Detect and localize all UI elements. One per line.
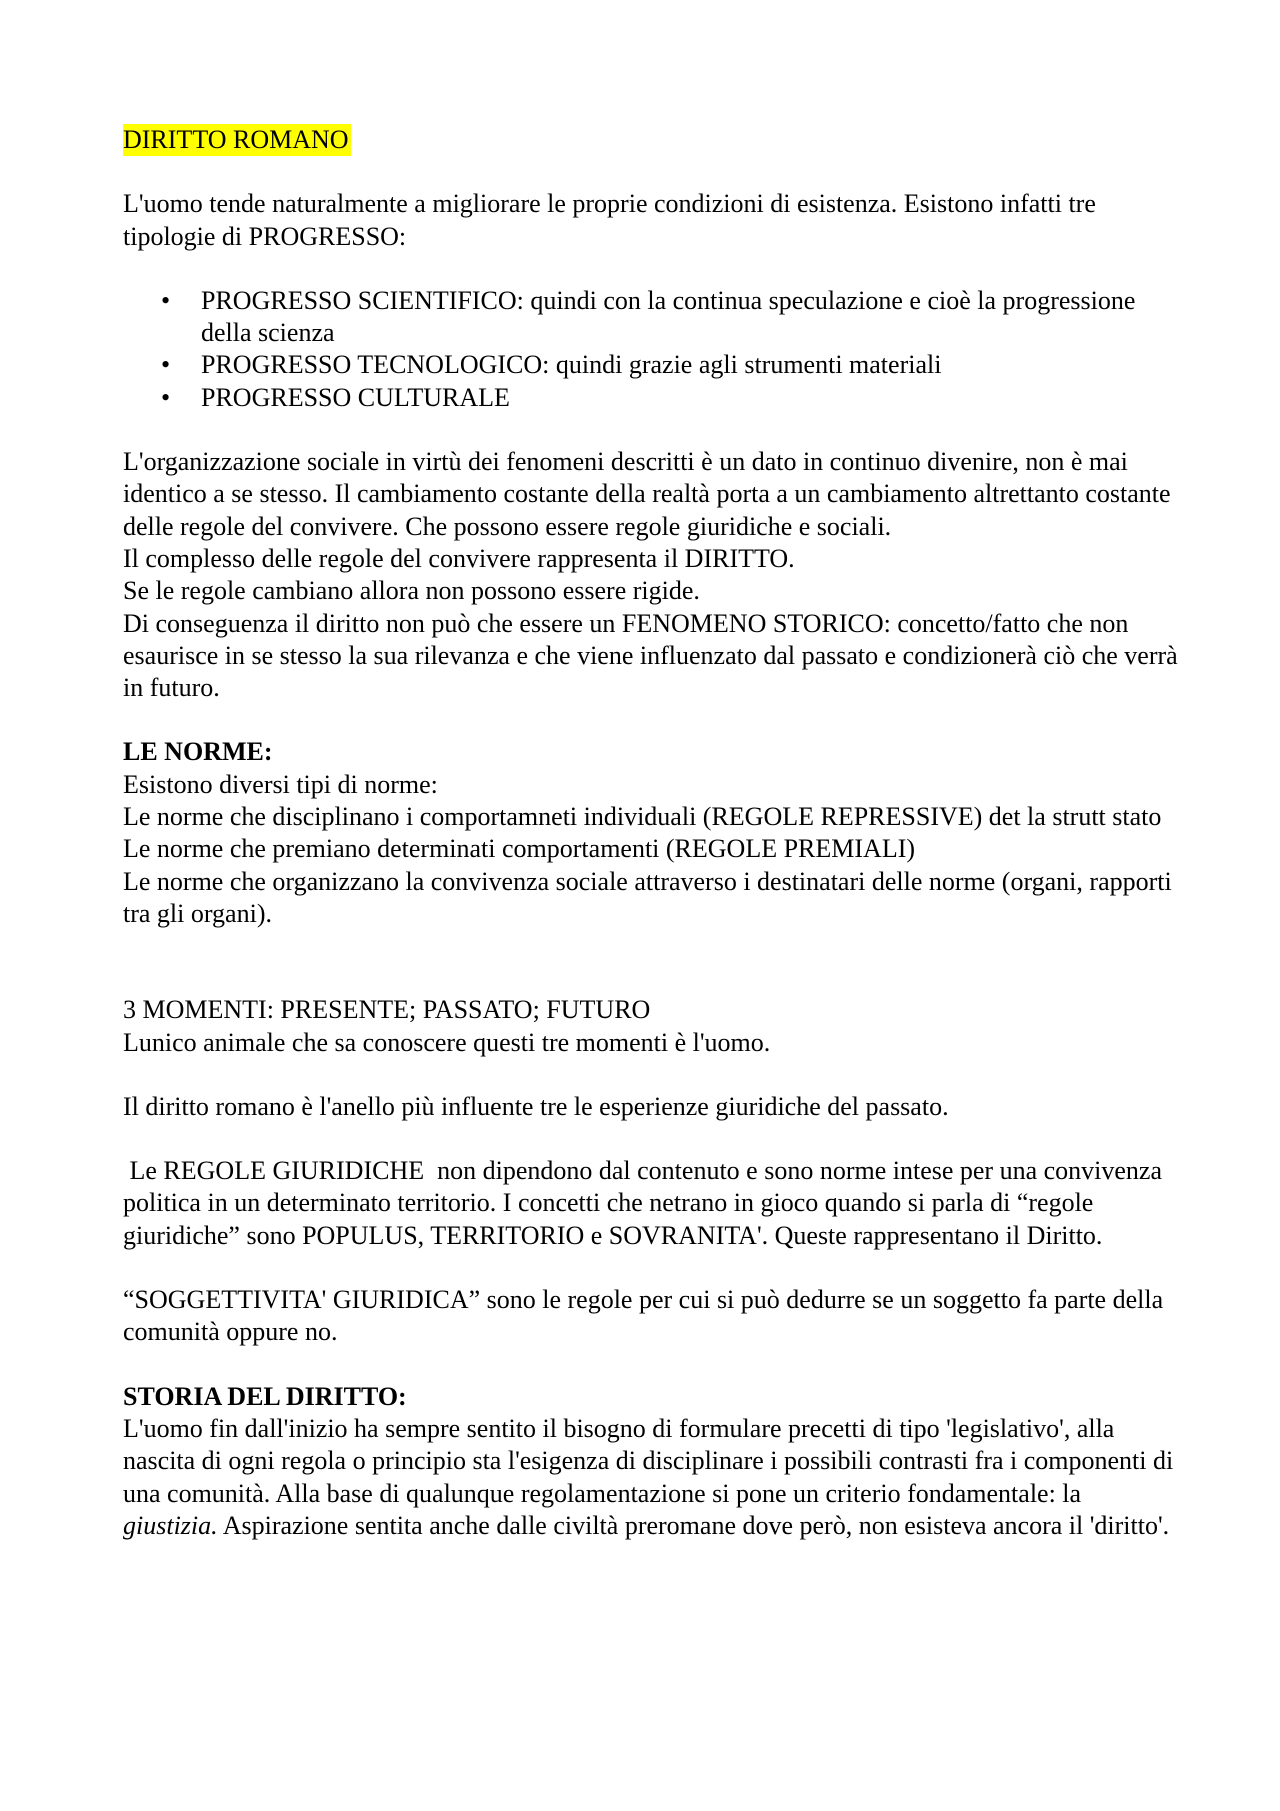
storia-text-before: L'uomo fin dall'inizio ha sempre sentito il bisogno di formulare precetti di tipo 'legislativo', alla nascita di ogni regola o principio sta l'esigenza di disciplinare i possibili contrasti fra i componenti di una comunità. Alla base di qualunque regolamentazione si pone un criterio fondamentale: la bbox=[123, 1413, 1174, 1508]
bullet-icon: • bbox=[161, 382, 171, 412]
complesso-line: Il complesso delle regole del convivere rappresenta il DIRITTO. bbox=[123, 543, 795, 573]
regole-giuridiche-paragraph: Le REGOLE GIURIDICHE non dipendono dal contenuto e sono norme intese per una convivenza politica in un determinato territorio. I concetti che netrano in gioco quando si parla di “regole giuridiche” sono POPULUS, TERRITORIO e SOVRANITA'. Queste rappresentano il Diritto. bbox=[123, 1156, 1169, 1250]
spacer bbox=[123, 414, 1180, 446]
norme-heading: LE NORME: bbox=[123, 737, 273, 767]
soggettivita-paragraph: “SOGGETTIVITA' GIURIDICA” sono le regole per cui si può dedurre se un soggetto fa parte della comunità oppure no. bbox=[123, 1285, 1164, 1347]
list-item bbox=[161, 285, 1180, 350]
norme-line: Le norme che disciplinano i comportamneti individuali (REGOLE REPRESSIVE) det la strutt stato bbox=[123, 802, 1162, 832]
bullet-icon: • bbox=[161, 350, 171, 380]
document-title: DIRITTO ROMANO bbox=[123, 125, 349, 154]
progress-list bbox=[123, 285, 1180, 414]
conseguenza-paragraph: Di conseguenza il diritto non può che essere un FENOMENO STORICO: concetto/fatto che non esaurisce in se stesso la sua rilevanza e che viene influenzato dal passato e condizionerà ciò che verrà in futuro. bbox=[123, 608, 1178, 703]
norme-line: Le norme che premiano determinati comportamenti (REGOLE PREMIALI) bbox=[123, 834, 916, 864]
list-item-text: PROGRESSO TECNOLOGICO: quindi grazie agli strumenti materiali bbox=[201, 350, 942, 380]
spacer bbox=[123, 1252, 1180, 1284]
list-item-text: PROGRESSO CULTURALE bbox=[201, 382, 510, 412]
spacer bbox=[123, 1123, 1180, 1155]
anello-line: Il diritto romano è l'anello più influente tre le esperienze giuridiche del passato. bbox=[123, 1091, 949, 1121]
spacer bbox=[123, 156, 1180, 188]
norme-line: Esistono diversi tipi di norme: bbox=[123, 769, 438, 799]
list-item bbox=[161, 349, 1180, 381]
storia-paragraph bbox=[123, 1413, 1180, 1542]
bullet-icon: • bbox=[161, 285, 171, 315]
organizzazione-paragraph: L'organizzazione sociale in virtù dei fenomeni descritti è un dato in continuo divenire, non è mai identico a se stesso. Il cambiamento costante della realtà porta a un cambiamento altrettanto costante delle regole del convivere. Che possono essere regole giuridiche e sociali. bbox=[123, 447, 1171, 541]
spacer bbox=[123, 704, 1180, 736]
storia-heading: STORIA DEL DIRITTO: bbox=[123, 1381, 407, 1411]
regole-line: Se le regole cambiano allora non possono essere rigide. bbox=[123, 576, 700, 606]
norme-line: Le norme che organizzano la convivenza sociale attraverso i destinatari delle norme (organi, rapporti tra gli organi). bbox=[123, 866, 1172, 928]
list-item bbox=[161, 382, 1180, 414]
spacer bbox=[123, 930, 1180, 994]
list-item-text: PROGRESSO SCIENTIFICO: quindi con la continua speculazione e cioè la progressione della scienza bbox=[201, 285, 1136, 348]
intro-paragraph: L'uomo tende naturalmente a migliorare le proprie condizioni di esistenza. Esistono infatti tre tipologie di PROGRESSO: bbox=[123, 189, 1096, 251]
spacer bbox=[123, 253, 1180, 285]
unico-line: Lunico animale che sa conoscere questi tre momenti è l'uomo. bbox=[123, 1027, 771, 1057]
storia-text-after: Aspirazione sentita anche dalle civiltà preromane dove però, non esisteva ancora il 'diritto'. bbox=[217, 1510, 1170, 1540]
spacer bbox=[123, 1059, 1180, 1091]
momenti-line: 3 MOMENTI: PRESENTE; PASSATO; FUTURO bbox=[123, 995, 651, 1025]
storia-text-italic: giustizia. bbox=[123, 1510, 218, 1540]
spacer bbox=[123, 1349, 1180, 1381]
title-line bbox=[123, 124, 1180, 156]
